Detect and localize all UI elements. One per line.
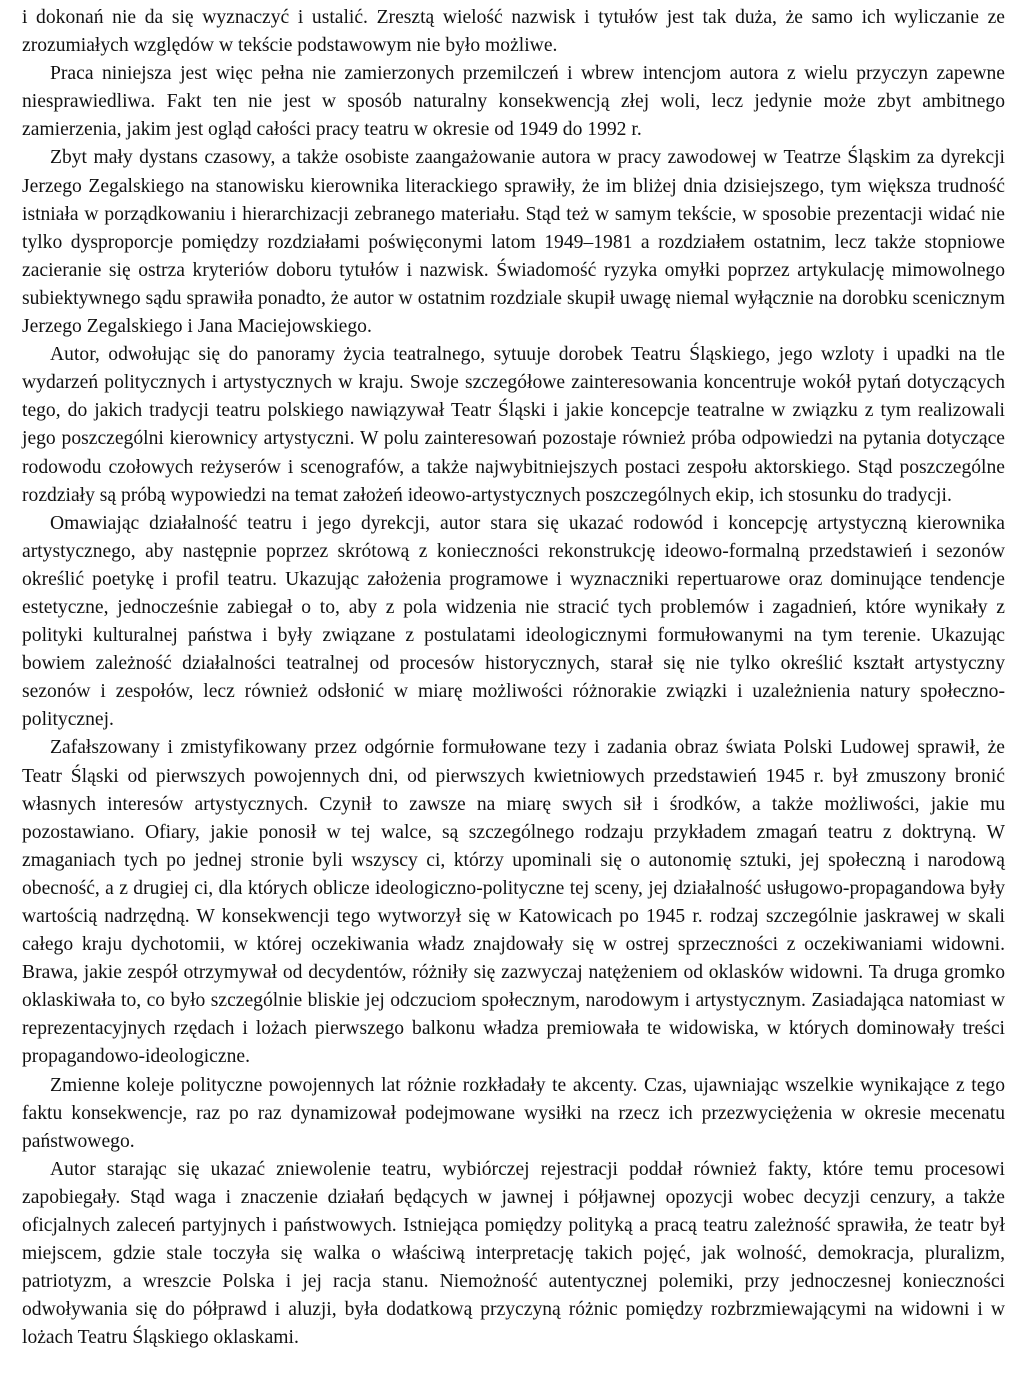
paragraph-falsified-image: Zafałszowany i zmistyfikowany przez odgórnie formułowane tezy i zadania obraz świata Polski Ludowej sprawił, że Teatr Śląski od pierwszych powojennych dni, od pierwszych kwietniowych przedstawień 1945 r. był zmuszony bronić własnych interesów artystycznych. Czynił to zawsze na miarę swych sił i środków, a także możliwości, jakie mu pozostawiano. Ofiary, jakie ponosił w tej walce, są szczególnego rodzaju przykładem zmagań teatru z doktryną. W zmaganiach tych po jednej stronie byli wszyscy ci, którzy upominali się o autonomię sztuki, jej społeczną i narodową obecność, a z drugiej ci, dla których oblicze ideologiczno-polityczne tej sceny, jej działalność usługowo-propagandowa były wartością nadrzędną. W konsekwencji tego wytworzył się w Katowicach po 1945 r. rodzaj szczególnie jaskrawej w skali całego kraju dychotomii, w której oczekiwania władz znajdowały się w ostrej sprzeczności z oczekiwaniami widowni. Brawa, jakie zespół otrzymywał od decydentów, różniły się zazwyczaj natężeniem od oklasków widowni. Ta druga gromko oklaskiwała to, co było szczególnie bliskie jej odczuciom społecznym, narodowym i artystycznym. Zasiadająca natomiast w reprezentacyjnych rzędach i lożach pierwszego balkonu władza premiowała te widowiska, w których dominowały treści propagandowo-ideologiczne. xyxy=(22,737,1005,1068)
paragraph-political-fortunes: Zmienne koleje polityczne powojennych lat różnie rozkładały te akcenty. Czas, ujawniając wszelkie wynikające z tego faktu konsekwencje, raz po raz dynamizował podejmowane wysiłki na rzecz ich przezwyciężenia w okresie mecenatu państwowego. xyxy=(22,1074,1005,1152)
paragraph-panorama: Autor, odwołując się do panoramy życia teatralnego, sytuuje dorobek Teatru Śląskiego, jego wzloty i upadki na tle wydarzeń politycznych i artystycznych w kraju. Swoje szczegółowe zainteresowania koncentruje wokół pytań dotyczących tego, do jakich tradycji teatru polskiego nawiązywał Teatr Śląski i jakie koncepcje teatralne w związku z tym realizowali jego poszczególni kierownicy artystyczni. W polu zainteresowań pozostaje również próba odpowiedzi na pytania dotyczące rodowodu czołowych reżyserów i scenografów, a także najwybitniejszych postaci zespołu aktorskiego. Stąd poszczególne rozdziały są próbą wypowiedzi na temat założeń ideowo-artystycznych poszczególnych ekip, ich stosunku do tradycji. xyxy=(22,344,1005,506)
paragraph-directorate: Omawiając działalność teatru i jego dyrekcji, autor stara się ukazać rodowód i koncepcję artystyczną kierownika artystycznego, aby następnie poprzez skrótową z konieczności rekonstrukcję ideowo-formalną przedstawień i sezonów określić poetykę i profil teatru. Ukazując założenia programowe i wyznaczniki repertuarowe oraz dominujące tendencje estetyczne, jednocześnie zabiegał o to, aby z pola widzenia nie stracić tych problemów i zagadnień, które wynikały z polityki kulturalnej państwa i były związane z postulatami ideologicznymi formułowanymi na tym terenie. Ukazując bowiem zależność działalności teatralnej od procesów historycznych, starał się nie tylko określić kształt artystyczny sezonów i zespołów, lecz również odsłonić w miarę możliwości różnorakie związki i uzależnienia natury społeczno-politycznej. xyxy=(22,512,1005,731)
paragraph-intro-omissions: Praca niniejsza jest więc pełna nie zamierzonych przemilczeń i wbrew intencjom autora z wielu przyczyn zapewne niesprawiedliwa. Fakt ten nie jest w sposób naturalny konsekwencją złej woli, lecz jedynie może zbyt ambitnego zamierzenia, jakim jest ogląd całości pracy teatru w okresie od 1949 do 1992 r. xyxy=(22,63,1005,141)
paragraph-continuation: i dokonań nie da się wyznaczyć i ustalić. Zresztą wielość nazwisk i tytułów jest tak duża, że samo ich wyliczanie ze zrozumiałych względów w tekście podstawowym nie było możliwe. xyxy=(22,7,1005,57)
paragraph-time-distance: Zbyt mały dystans czasowy, a także osobiste zaangażowanie autora w pracy zawodowej w Teatrze Śląskim za dyrekcji Jerzego Zegalskiego na stanowisku kierownika literackiego sprawiły, że im bliżej dnia dzisiejszego, tym większa trudność istniała w porządkowaniu i hierarchizacji zebranego materiału. Stąd też w samym tekście, w sposobie prezentacji widać nie tylko dysproporcje pomiędzy rozdziałami poświęconymi latom 1949–1981 a rozdziałem ostatnim, lecz także stopniowe zacieranie się ostrza kryteriów doboru tytułów i nazwisk. Świadomość ryzyka omyłki poprzez artykulację mimowolnego subiektywnego sądu sprawiła ponadto, że autor w ostatnim rozdziale skupił uwagę niemal wyłącznie na dorobku scenicznym Jerzego Zegalskiego i Jana Maciejowskiego. xyxy=(22,147,1005,338)
document-page xyxy=(22,4,1005,1353)
paragraph-enslavement: Autor starając się ukazać zniewolenie teatru, wybiórczej rejestracji poddał również fakty, które temu procesowi zapobiegały. Stąd waga i znaczenie działań będących w jawnej i półjawnej opozycji wobec decyzji cenzury, a także oficjalnych zaleceń partyjnych i państwowych. Istniejąca pomiędzy polityką a pracą teatru zależność sprawiła, że teatr był miejscem, gdzie stale toczyła się walka o właściwą interpretację takich pojęć, jak wolność, demokracja, pluralizm, patriotyzm, a wreszcie Polska i jej racja stanu. Niemożność autentycznej polemiki, przy jednoczesnej konieczności odwoływania się do półprawd i aluzji, była dodatkową przyczyną różnic pomiędzy rozbrzmiewającymi na widowni i w lożach Teatru Śląskiego oklaskami. xyxy=(22,1158,1005,1349)
